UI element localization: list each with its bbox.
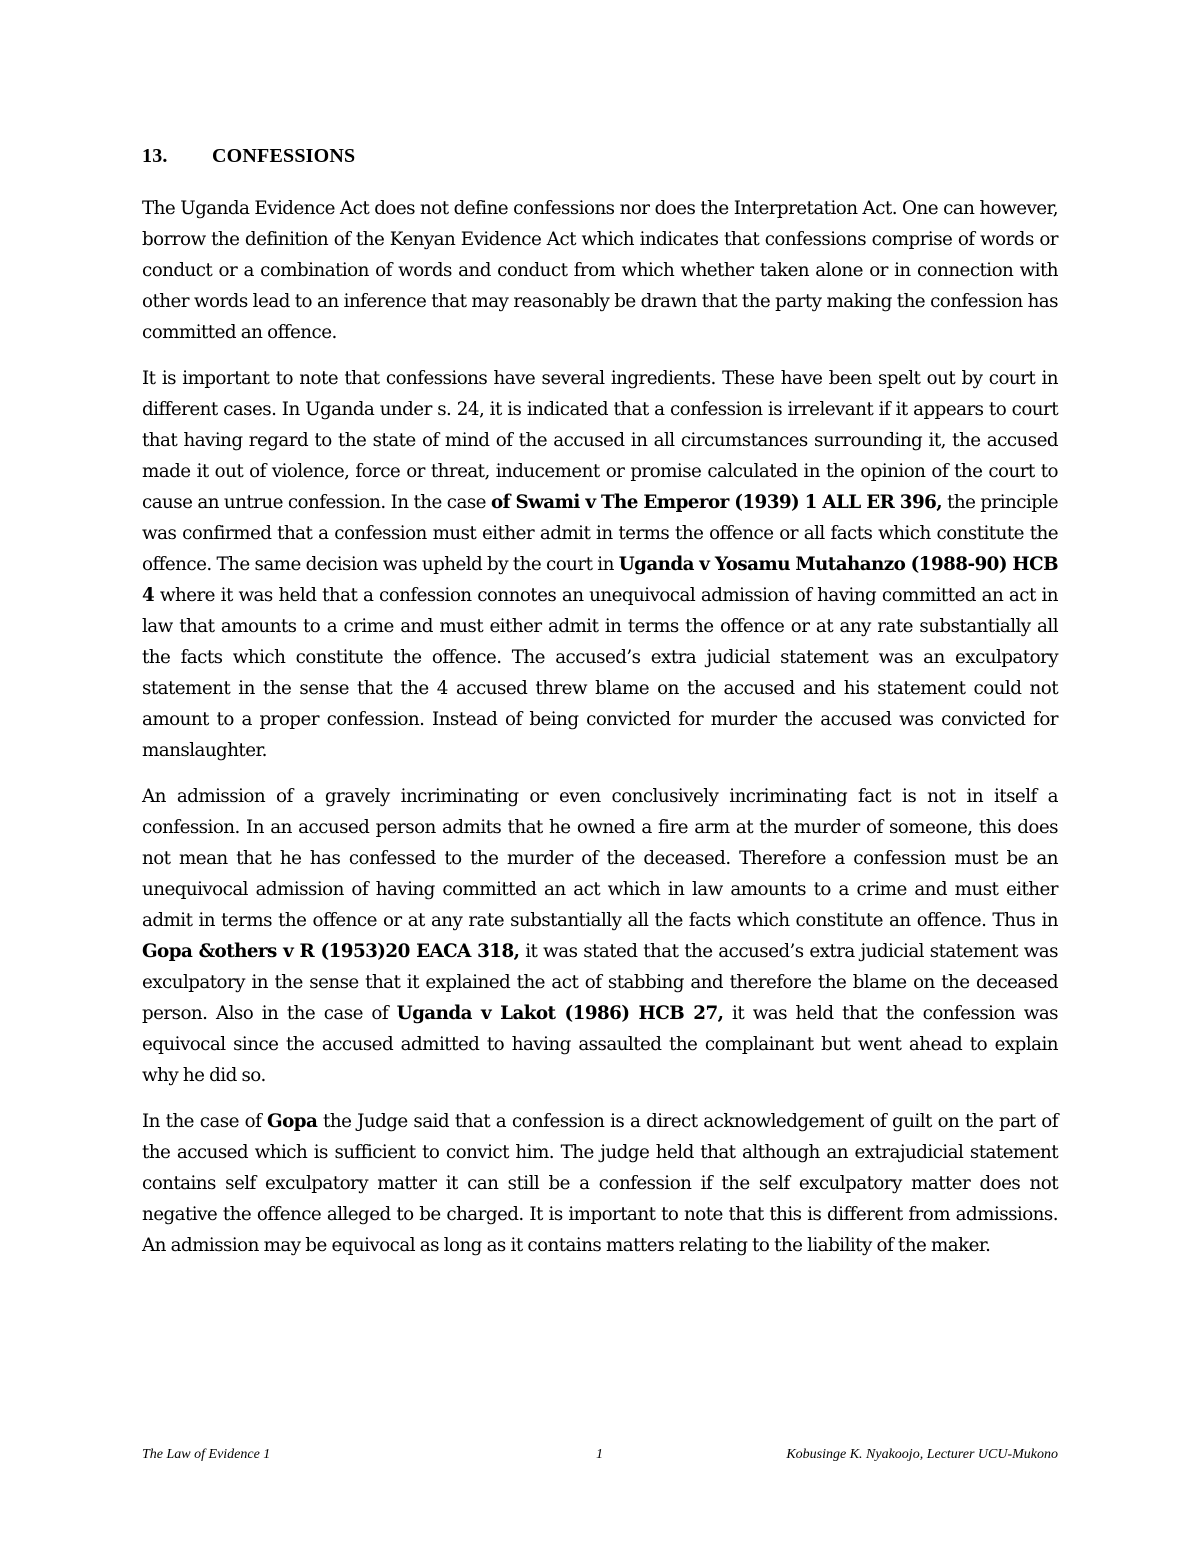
text-segment: It is important to note that confessions have several ingredients. These have been spelt out by court in different cases. In Uganda under s. 24, it is indicated that a confession is irrelevant if it appears to court that having regard to the state of mind of the accused in all circumstances surrounding it, the accused made it out of violence, force or threat, inducement or promise calculated in the opinion of the court to cause an untrue confession. In the case [142, 368, 1058, 513]
paragraph-definition [142, 193, 1058, 348]
text-segment: An admission of a gravely incriminating or even conclusively incriminating fact is not in itself a confession. In an accused person admits that he owned a fire arm at the murder of someone, this does not mean that he has confessed to the murder of the deceased. Therefore a confession must be an unequivocal admission of having committed an act which in law amounts to a crime and must either admit in terms the offence or at any rate substantially all the facts which constitute an offence. Thus in [142, 786, 1058, 931]
paragraph-gopa [142, 1106, 1058, 1261]
case-citation: Uganda v Lakot (1986) HCB 27, [396, 1003, 724, 1024]
paragraph-ingredients [142, 363, 1058, 766]
page-footer [142, 1447, 1058, 1469]
section-heading [142, 145, 355, 168]
paragraph-admission [142, 781, 1058, 1091]
text-segment: where it was held that a confession connotes an unequivocal admission of having committed an act in law that amounts to a crime and must either admit in terms the offence or at any rate substantially all the facts which constitute the offence. The accused’s extra judicial statement was an exculpatory statement in the sense that the 4 accused threw blame on the accused and his statement could not amount to a proper confession. Instead of being convicted for murder the accused was convicted for manslaughter. [142, 585, 1058, 761]
text-segment: the principle was confirmed that a confession must either admit in terms the offence or all facts which constitute the offence. The same decision was upheld by the court in [142, 492, 1058, 575]
footer-author: Kobusinge K. Nyakoojo, Lecturer UCU-Mukono [786, 1447, 1058, 1462]
footer-page-number: 1 [596, 1447, 603, 1462]
section-title: CONFESSIONS [212, 145, 356, 167]
text-segment: it was held that the confession was equivocal since the accused admitted to having assaulted the complainant but went ahead to explain why he did so. [142, 1003, 1059, 1086]
case-citation: Gopa [267, 1111, 318, 1132]
text-segment: it was stated that the accused’s extra judicial statement was exculpatory in the sense that it explained the act of stabbing and therefore the blame on the deceased person. Also in the case of [142, 941, 1058, 1024]
text-segment: In the case of [142, 1111, 268, 1132]
case-citation: Gopa &others v R (1953)20 EACA 318, [142, 941, 520, 962]
case-citation: of Swami v The Emperor (1939) 1 ALL ER 396, [490, 492, 943, 513]
document-body [142, 193, 1058, 1276]
case-citation: Uganda v Yosamu Mutahanzo (1988-90) HCB 4 [142, 554, 1058, 606]
text-segment: the Judge said that a confession is a direct acknowledgement of guilt on the part of the accused which is sufficient to convict him. The judge held that although an extrajudicial statement contains self exculpatory matter it can still be a confession if the self exculpatory matter does not negative the offence alleged to be charged. It is important to note that this is different from admissions. An admission may be equivocal as long as it contains matters relating to the liability of the maker. [142, 1111, 1058, 1256]
section-number: 13. [142, 145, 168, 167]
footer-course-title: The Law of Evidence 1 [142, 1447, 271, 1462]
text-segment: The Uganda Evidence Act does not define confessions nor does the Interpretation Act. One can however, borrow the definition of the Kenyan Evidence Act which indicates that confessions comprise of words or conduct or a combination of words and conduct from which whether taken alone or in connection with other words lead to an inference that may reasonably be drawn that the party making the confession has committed an offence. [142, 198, 1058, 343]
